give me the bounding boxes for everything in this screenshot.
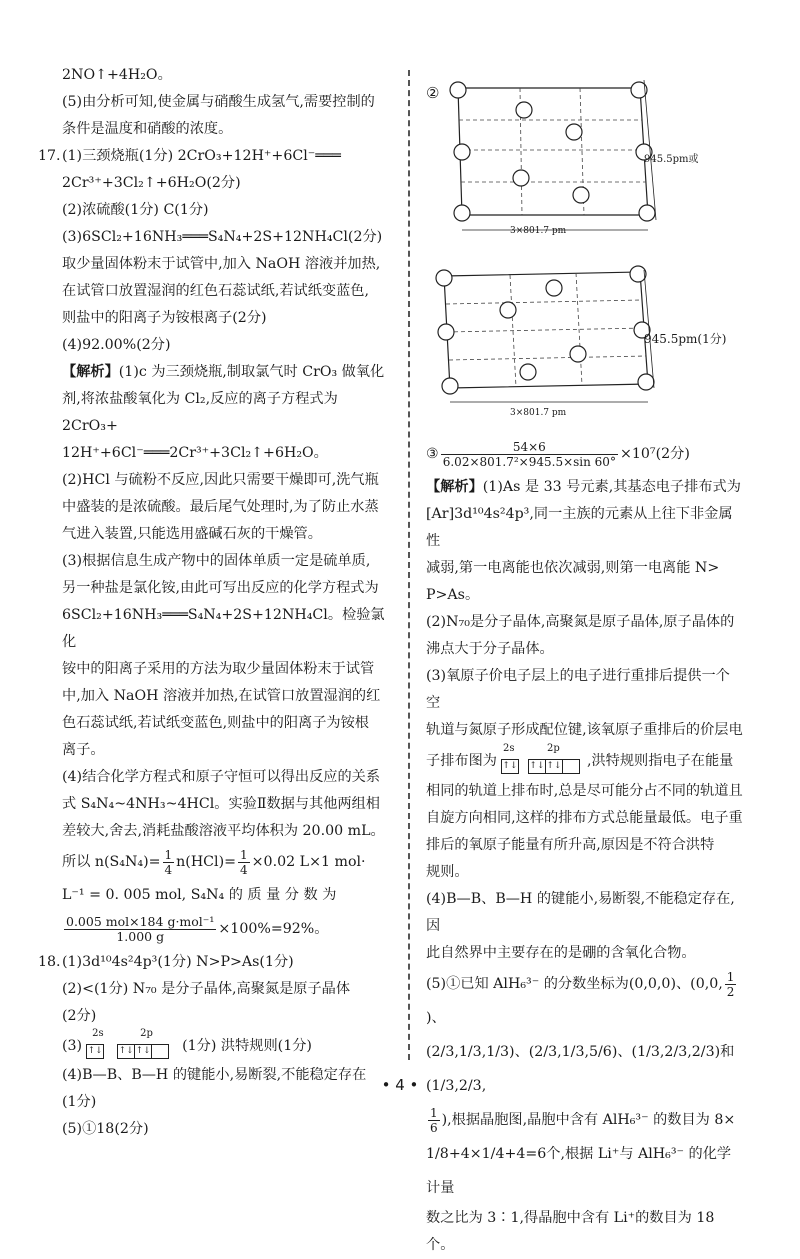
numerator: 0.005 mol×184 g·mol⁻¹ — [66, 913, 215, 929]
answer-line: (2分) — [62, 1008, 97, 1024]
fraction — [163, 848, 175, 877]
denominator: 6 — [430, 1120, 438, 1135]
analysis-label: 【解析】 — [426, 479, 483, 495]
denominator: 2 — [726, 984, 735, 999]
analysis-text: ×0.02 L×1 mol· — [251, 854, 366, 870]
answer-line: (1)三颈烧瓶(1分) 2CrO₃+12H⁺+6Cl⁻═══ — [62, 148, 341, 164]
numerator: 1 — [726, 969, 735, 984]
analysis-text: )、 — [426, 1010, 446, 1026]
analysis-line: P>As。 — [426, 587, 480, 603]
question-number: 17. — [38, 148, 61, 164]
answer-text: (3) — [62, 1038, 83, 1054]
orbital-box — [562, 759, 580, 774]
answer-line — [62, 1030, 394, 1062]
denominator: 4 — [164, 862, 173, 877]
analysis-line: 剂,将浓盐酸氧化为 Cl₂,反应的离子方程式为 2CrO₃+ — [62, 391, 338, 434]
numerator: 1 — [240, 847, 248, 862]
analysis-line: (3)根据信息生成产物中的固体单质一定是硫单质, — [62, 553, 371, 569]
analysis-text: 所以 n(S₄N₄)= — [62, 854, 161, 870]
analysis-line: 中,加入 NaOH 溶液并加热,在试管口放置湿润的红 — [62, 688, 381, 704]
denominator: 6.02×801.7²×945.5×sin 60° — [442, 454, 616, 469]
analysis-line: 差较大,舍去,消耗盐酸溶液平均体积为 20.00 mL。 — [62, 823, 385, 839]
orbital-boxes — [86, 1044, 168, 1059]
answer-line: (1)3d¹⁰4s²4p³(1分) N>P>As(1分) — [62, 954, 294, 970]
page-number: • 4 • — [381, 1076, 419, 1094]
orbital-label: 2p — [140, 1028, 153, 1039]
answer-line: (2)<(1分) N₇₀ 是分子晶体,高聚氮是原子晶体 — [62, 981, 351, 997]
analysis-line: (2)HCl 与硫粉不反应,因此只需要干燥即可,洗气瓶 — [62, 472, 379, 488]
analysis-line: 规则。 — [426, 864, 469, 880]
analysis-line: 数之比为 3∶1,得晶胞中含有 Li⁺的数目为 18 个。 — [426, 1210, 715, 1253]
analysis-line: (4)B—B、B—H 的键能小,易断裂,不能稳定存在,因 — [426, 891, 735, 934]
answer-line: 在试管口放置湿润的红色石蕊试纸,若试纸变蓝色, — [62, 283, 369, 299]
analysis-line: 离子。 — [62, 742, 105, 758]
fraction — [238, 848, 250, 877]
analysis-line: 减弱,第一电离能也依次减弱,则第一电离能 N> — [426, 560, 720, 576]
orbital-box: ↑↓ — [528, 759, 546, 774]
analysis-line — [62, 911, 394, 947]
text-line: 2NO↑+4H₂O。 — [62, 67, 172, 83]
analysis-line — [426, 967, 744, 1035]
numerator: 1 — [164, 847, 173, 862]
fraction — [428, 1106, 440, 1135]
formula-text: ×10⁷(2分) — [619, 446, 690, 462]
analysis-line: [Ar]3d¹⁰4s²4p³,同一主族的元素从上往下非金属性 — [426, 506, 733, 549]
figure-dimension: 945.5pm(1分) — [644, 332, 727, 346]
orbital-box: ↑↓ — [134, 1044, 152, 1059]
question-17 — [38, 143, 394, 170]
figure-label: ② — [426, 84, 440, 102]
analysis-text: ,洪特规则指电子在能量 — [586, 753, 734, 769]
answer-line: (5)①18(2分) — [62, 1121, 149, 1137]
analysis-line: 轨道与氮原子形成配位键,该氧原子重排后的价层电 — [426, 722, 743, 738]
analysis-line: 6SCl₂+16NH₃═══S₄N₄+2S+12NH₄Cl。检验氯化 — [62, 607, 385, 650]
orbital-box: ↑↓ — [501, 759, 519, 774]
fraction — [64, 915, 216, 944]
analysis-line: (4)结合化学方程式和原子守恒可以得出反应的关系 — [62, 769, 381, 785]
orbital-box: ↑↓ — [86, 1044, 104, 1059]
orbital-diagram — [86, 1028, 178, 1059]
answer-line: 2Cr³⁺+3Cl₂↑+6H₂O(2分) — [62, 175, 241, 191]
analysis-text: (1)c 为三颈烧瓶,制取氯气时 CrO₃ 做氧化 — [118, 364, 385, 380]
analysis-line: 式 S₄N₄~4NH₃~4HCl。实验Ⅱ数据与其他两组相 — [62, 796, 380, 812]
question-18 — [38, 949, 394, 976]
analysis-line: 1/8+4×1/4+4=6个,根据 Li⁺与 AlH₆³⁻ 的化学计量 — [426, 1146, 732, 1196]
answer-line: 则盐中的阳离子为铵根离子(2分) — [62, 310, 267, 326]
analysis-text: ×100%=92%。 — [218, 921, 329, 937]
fraction — [725, 970, 737, 999]
left-column — [38, 62, 394, 1143]
orbital-box: ↑↓ — [545, 759, 563, 774]
analysis-line: (2/3,1/3,1/3)、(2/3,1/3,5/6)、(1/3,2/3,2/3)和(1/3,2/3, — [426, 1044, 735, 1094]
fraction — [441, 440, 618, 469]
analysis-line: 此自然界中主要存在的是硼的含氧化合物。 — [426, 945, 696, 961]
orbital-boxes — [501, 759, 579, 774]
figure-dimension: 945.5pm或 — [644, 154, 699, 165]
analysis-line: 沸点大于分子晶体。 — [426, 641, 554, 657]
analysis-line — [426, 744, 744, 778]
answer-line: (3)6SCl₂+16NH₃═══S₄N₄+2S+12NH₄Cl(2分) — [62, 229, 383, 245]
analysis-text: (1)As 是 33 号元素,其基态电子排布式为 — [482, 479, 741, 495]
denominator: 1.000 g — [116, 928, 165, 944]
analysis-line: 相同的轨道上排布时,总是尽可能分占不同的轨道且 — [426, 783, 743, 799]
analysis-line: 排后的氧原子能量有所升高,原因是不符合洪特 — [426, 837, 715, 853]
answer-line: (4)B—B、B—H 的键能小,易断裂,不能稳定存在 — [62, 1067, 367, 1083]
analysis-text: (5)①已知 AlH₆³⁻ 的分数坐标为(0,0,0)、(0,0, — [426, 976, 723, 992]
numerator: 1 — [430, 1105, 438, 1120]
analysis-line: (2)N₇₀是分子晶体,高聚氮是原子晶体,原子晶体的 — [426, 614, 735, 630]
text-line: 条件是温度和硝酸的浓度。 — [62, 121, 233, 137]
analysis-line — [62, 359, 394, 386]
orbital-diagram — [501, 743, 583, 774]
analysis-line: 中盛装的是浓硫酸。最后尾气处理时,为了防止水蒸 — [62, 499, 379, 515]
orbital-box: ↑↓ — [117, 1044, 135, 1059]
answer-line: (2)浓硫酸(1分) C(1分) — [62, 202, 209, 218]
answer-text: (1分) 洪特规则(1分) — [182, 1038, 312, 1054]
denominator: 4 — [240, 862, 248, 877]
orbital-label: 2p — [546, 743, 560, 754]
analysis-text: 子排布图为 — [426, 753, 497, 769]
analysis-label: 【解析】 — [62, 364, 119, 380]
answer-line: 取少量固体粉末于试管中,加入 NaOH 溶液并加热, — [62, 256, 381, 272]
analysis-line: L⁻¹ = 0. 005 mol, S₄N₄ 的 质 量 分 数 为 — [62, 887, 337, 903]
analysis-line — [426, 474, 744, 501]
numerator: 54×6 — [441, 440, 618, 455]
analysis-line: 自旋方向相同,这样的排布方式总能量最低。电子重 — [426, 810, 743, 826]
text-line: (5)由分析可知,使金属与硝酸生成氢气,需要控制的 — [62, 94, 375, 110]
analysis-text: ),根据晶胞图,晶胞中含有 AlH₆³⁻ 的数目为 8× — [441, 1112, 736, 1128]
analysis-line: 另一种盐是氯化铵,由此可写出反应的化学方程式为 — [62, 580, 379, 596]
question-number: 18. — [38, 954, 61, 970]
analysis-line: 铵中的阳离子采用的方法为取少量固体粉末于试管 — [62, 661, 375, 677]
figure-dimension: 3×801.7 pm — [510, 226, 567, 236]
orbital-label: 2s — [92, 1028, 104, 1039]
answer-line: (4)92.00%(2分) — [62, 337, 171, 353]
analysis-text: n(HCl)= — [176, 854, 237, 870]
formula-label: ③ — [426, 446, 439, 462]
right-column — [426, 434, 744, 1259]
density-formula — [426, 434, 744, 474]
orbital-box — [151, 1044, 169, 1059]
analysis-line: (3)氧原子价电子层上的电子进行重排后提供一个空 — [426, 668, 730, 711]
answer-line: (1分) — [62, 1094, 97, 1110]
analysis-line: 色石蕊试纸,若试纸变蓝色,则盐中的阳离子为铵根 — [62, 715, 369, 731]
analysis-line: 12H⁺+6Cl⁻═══2Cr³⁺+3Cl₂↑+6H₂O。 — [62, 445, 328, 461]
analysis-line: 气进入装置,只能选用盛碱石灰的干燥管。 — [62, 526, 322, 542]
column-divider — [408, 70, 410, 1060]
analysis-line — [62, 845, 394, 879]
analysis-line — [426, 1103, 744, 1137]
orbital-label: 2s — [502, 743, 515, 754]
figure-dimension: 3×801.7 pm — [510, 408, 567, 418]
